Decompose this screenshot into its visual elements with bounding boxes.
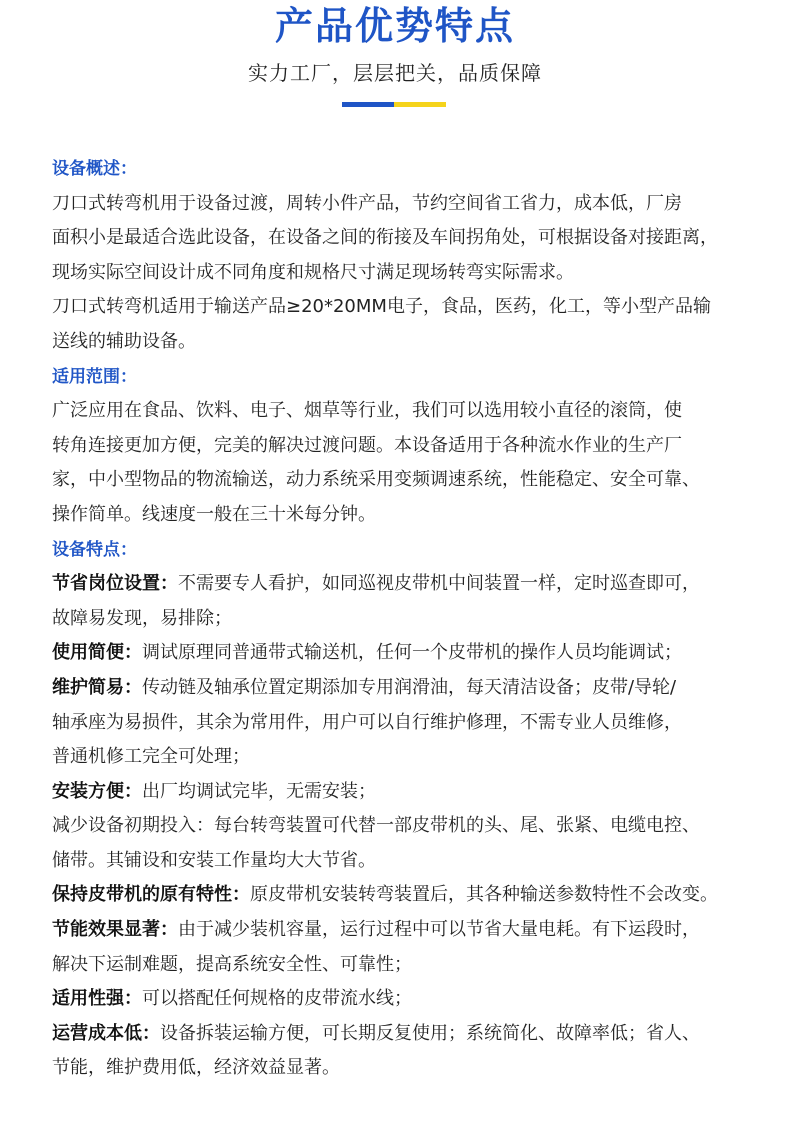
features-heading: 设备特点： xyxy=(52,539,137,560)
feature-continuation: 储带。其铺设和安装工作量均大大节省。 xyxy=(52,849,376,871)
feature-item xyxy=(52,913,782,948)
scope-heading: 适用范围： xyxy=(52,366,137,387)
scope-line: 家，中小型物品的物流输送，动力系统采用变频调速系统，性能稳定、安全可靠、 xyxy=(52,469,700,491)
feature-text: 由于减少装机容量，运行过程中可以节省大量电耗。有下运段时， xyxy=(178,919,700,941)
overview-line: 刀口式转弯机用于设备过渡，周转小件产品，节约空间省工省力，成本低，厂房 xyxy=(52,192,682,214)
feature-item xyxy=(52,878,782,913)
feature-continuation: 节能，维护费用低，经济效益显著。 xyxy=(52,1057,340,1079)
feature-item xyxy=(52,636,782,671)
overview-line: 刀口式转弯机适用于输送产品≥20*20MM电子，食品，医药，化工，等小型产品输 xyxy=(52,296,711,318)
feature-label: 使用简便： xyxy=(52,642,142,664)
feature-text: 出厂均调试完毕，无需安装； xyxy=(142,780,376,802)
feature-label: 维护简易： xyxy=(52,676,142,698)
feature-label: 节省岗位设置： xyxy=(52,573,178,595)
feature-item xyxy=(52,775,782,810)
scope-line: 广泛应用在食品、饮料、电子、烟草等行业，我们可以选用较小直径的滚筒，使 xyxy=(52,400,682,422)
feature-label: 安装方便： xyxy=(52,780,142,802)
scope-line: 转角连接更加方便，完美的解决过渡问题。本设备适用于各种流水作业的生产厂 xyxy=(52,434,682,456)
feature-item xyxy=(52,1017,782,1052)
underline-blue-segment xyxy=(342,102,394,107)
feature-label: 适用性强： xyxy=(52,988,142,1010)
feature-label: 节能效果显著： xyxy=(52,919,178,941)
content-body xyxy=(52,152,782,1086)
feature-continuation: 普通机修工完全可处理； xyxy=(52,746,250,768)
feature-label: 保持皮带机的原有特性： xyxy=(52,884,250,906)
feature-continuation: 故障易发现，易排除； xyxy=(52,607,232,629)
title-underline-bar xyxy=(342,102,446,107)
feature-text: 传动链及轴承位置定期添加专用润滑油，每天清洁设备；皮带/导轮/ xyxy=(142,676,677,698)
feature-item xyxy=(52,671,782,706)
feature-text: 不需要专人看护，如同巡视皮带机中间装置一样，定时巡查即可， xyxy=(178,573,700,595)
scope-line: 操作简单。线速度一般在三十米每分钟。 xyxy=(52,503,376,525)
overview-line: 送线的辅助设备。 xyxy=(52,330,196,352)
feature-text: 原皮带机安装转弯装置后，其各种输送参数特性不会改变。 xyxy=(250,884,718,906)
feature-continuation: 解决下运制难题，提高系统安全性、可靠性； xyxy=(52,953,412,975)
feature-text: 调试原理同普通带式输送机，任何一个皮带机的操作人员均能调试； xyxy=(142,642,682,664)
feature-label: 运营成本低： xyxy=(52,1022,160,1044)
underline-yellow-segment xyxy=(394,102,446,107)
feature-text: 可以搭配任何规格的皮带流水线； xyxy=(142,988,412,1010)
overview-heading: 设备概述： xyxy=(52,159,137,179)
feature-text: 设备拆装运输方便，可长期反复使用；系统简化、故障率低；省人、 xyxy=(160,1022,700,1044)
overview-line: 现场实际空间设计成不同角度和规格尺寸满足现场转弯实际需求。 xyxy=(52,261,574,283)
page-title: 产品优势特点 xyxy=(274,4,515,48)
feature-continuation: 轴承座为易损件，其余为常用件，用户可以自行维护修理，不需专业人员维修， xyxy=(52,711,682,733)
feature-item xyxy=(52,567,782,602)
feature-continuation: 减少设备初期投入：每台转弯装置可代替一部皮带机的头、尾、张紧、电缆电控、 xyxy=(52,815,700,837)
feature-item xyxy=(52,982,782,1017)
page-subtitle: 实力工厂，层层把关，品质保障 xyxy=(248,61,542,85)
overview-line: 面积小是最适合选此设备，在设备之间的衔接及车间拐角处，可根据设备对接距离， xyxy=(52,227,718,249)
